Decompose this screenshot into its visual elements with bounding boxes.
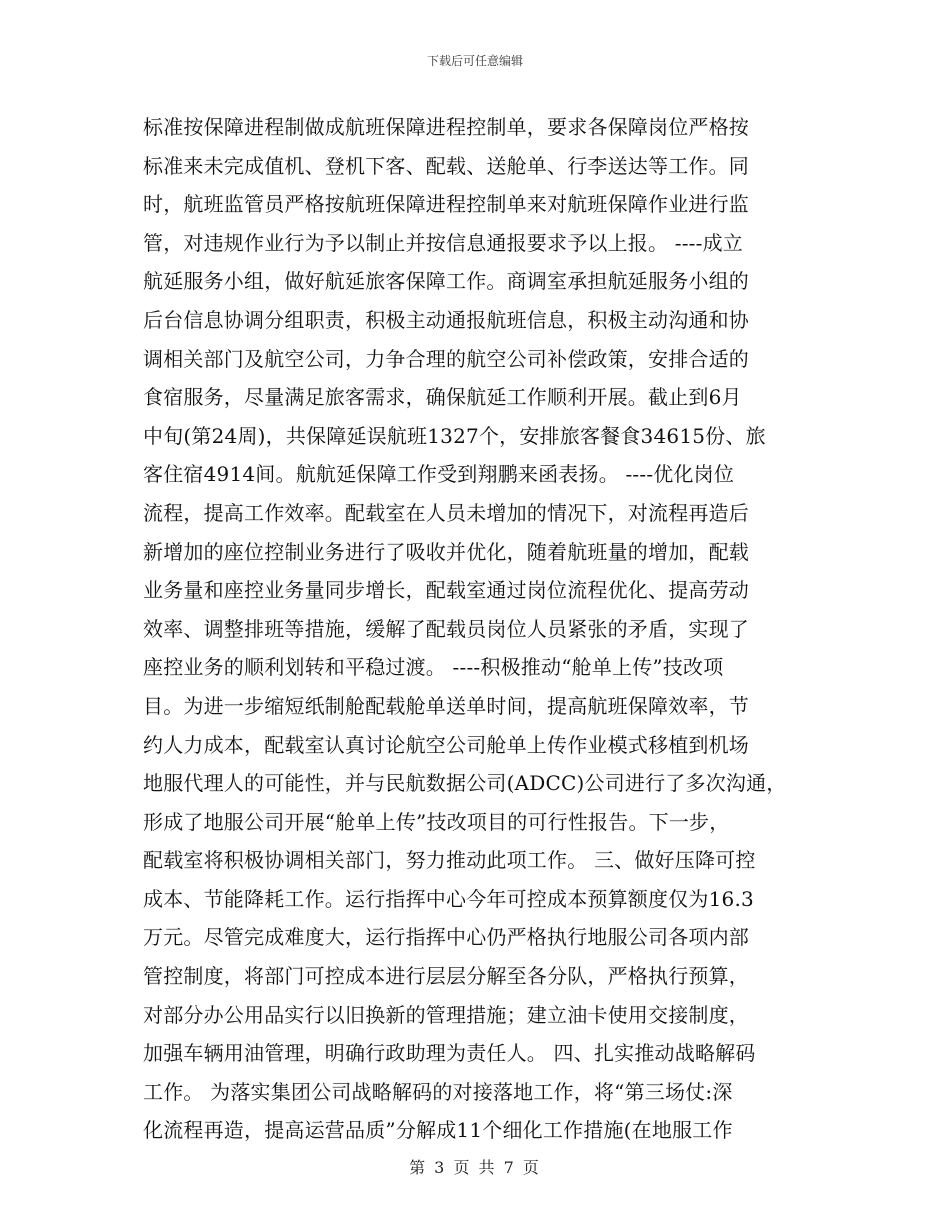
body-line-24: 对部分办公用品实行以旧换新的管理措施；建立油卡使用交接制度， <box>143 1002 749 1027</box>
body-line-4: 管，对违规作业行为予以制止并按信息通报要求予以上报。 ----成立 <box>143 230 743 255</box>
body-line-22: 万元。尽管完成难度大，运行指挥中心仍严格执行地服公司各项内部 <box>143 925 749 950</box>
body-line-23: 管控制度，将部门可控成本进行层层分解至各分队，严格执行预算， <box>143 964 749 989</box>
document-body <box>143 108 813 1150</box>
body-line-19: 形成了地服公司开展“舱单上传”技改项目的可行性报告。下一步， <box>143 809 730 834</box>
page-number: 第 3 页 共 7 页 <box>409 1158 541 1177</box>
body-line-12: 新增加的座位控制业务进行了吸收并优化，随着航班量的增加，配载 <box>143 539 749 564</box>
body-line-3: 时，航班监管员严格按航班保障进程控制单来对航班保障作业进行监 <box>143 192 749 217</box>
body-line-17: 约人力成本，配载室认真讨论航空公司舱单上传作业模式移植到机场 <box>143 732 749 757</box>
body-line-6: 后台信息协调分组职责，积极主动通报航班信息，积极主动沟通和协 <box>143 307 749 332</box>
body-line-9: 中旬(第24周)，共保障延误航班1327个，安排旅客餐食34615份、旅 <box>143 423 766 448</box>
body-line-27: 化流程再造，提高运营品质”分解成11个细化工作措施(在地服工作 <box>143 1118 733 1143</box>
body-line-8: 食宿服务，尽量满足旅客需求，确保航延工作顺利开展。截止到6月 <box>143 385 742 410</box>
body-line-1: 标准按保障进程制做成航班保障进程控制单，要求各保障岗位严格按 <box>143 115 749 139</box>
body-line-11: 流程，提高工作效率。配载室在人员未增加的情况下，对流程再造后 <box>143 500 749 525</box>
body-line-16: 目。为进一步缩短纸制舱配载舱单送单时间，提高航班保障效率，节 <box>143 693 749 718</box>
body-line-15: 座控业务的顺利划转和平稳过渡。 ----积极推动“舱单上传”技改项 <box>143 655 724 680</box>
body-line-5: 航延服务小组，做好航延旅客保障工作。商调室承担航延服务小组的 <box>143 269 749 294</box>
body-line-7: 调相关部门及航空公司，力争合理的航空公司补偿政策，安排合适的 <box>143 346 749 371</box>
body-line-2: 标准来未完成值机、登机下客、配载、送舱单、行李送达等工作。同 <box>143 153 749 178</box>
page-header-note: 下载后可任意编辑 <box>426 54 523 68</box>
body-line-13: 业务量和座控业务量同步增长，配载室通过岗位流程优化、提高劳动 <box>143 578 749 603</box>
body-line-26: 工作。 为落实集团公司战略解码的对接落地工作，将“第三场仗:深 <box>143 1079 733 1104</box>
body-line-21: 成本、节能降耗工作。运行指挥中心今年可控成本预算额度仅为16.3 <box>143 886 754 911</box>
body-line-10: 客住宿4914间。航航延保障工作受到翔鹏来函表扬。 ----优化岗位 <box>143 462 735 487</box>
body-line-18: 地服代理人的可能性，并与民航数据公司(ADCC)公司进行了多次沟通， <box>143 771 787 796</box>
body-line-14: 效率、调整排班等措施，缓解了配载员岗位人员紧张的矛盾，实现了 <box>143 616 749 641</box>
body-line-25: 加强车辆用油管理，明确行政助理为责任人。 四、扎实推动战略解码 <box>143 1041 756 1066</box>
body-line-20: 配载室将积极协调相关部门，努力推动此项工作。 三、做好压降可控 <box>143 848 756 873</box>
